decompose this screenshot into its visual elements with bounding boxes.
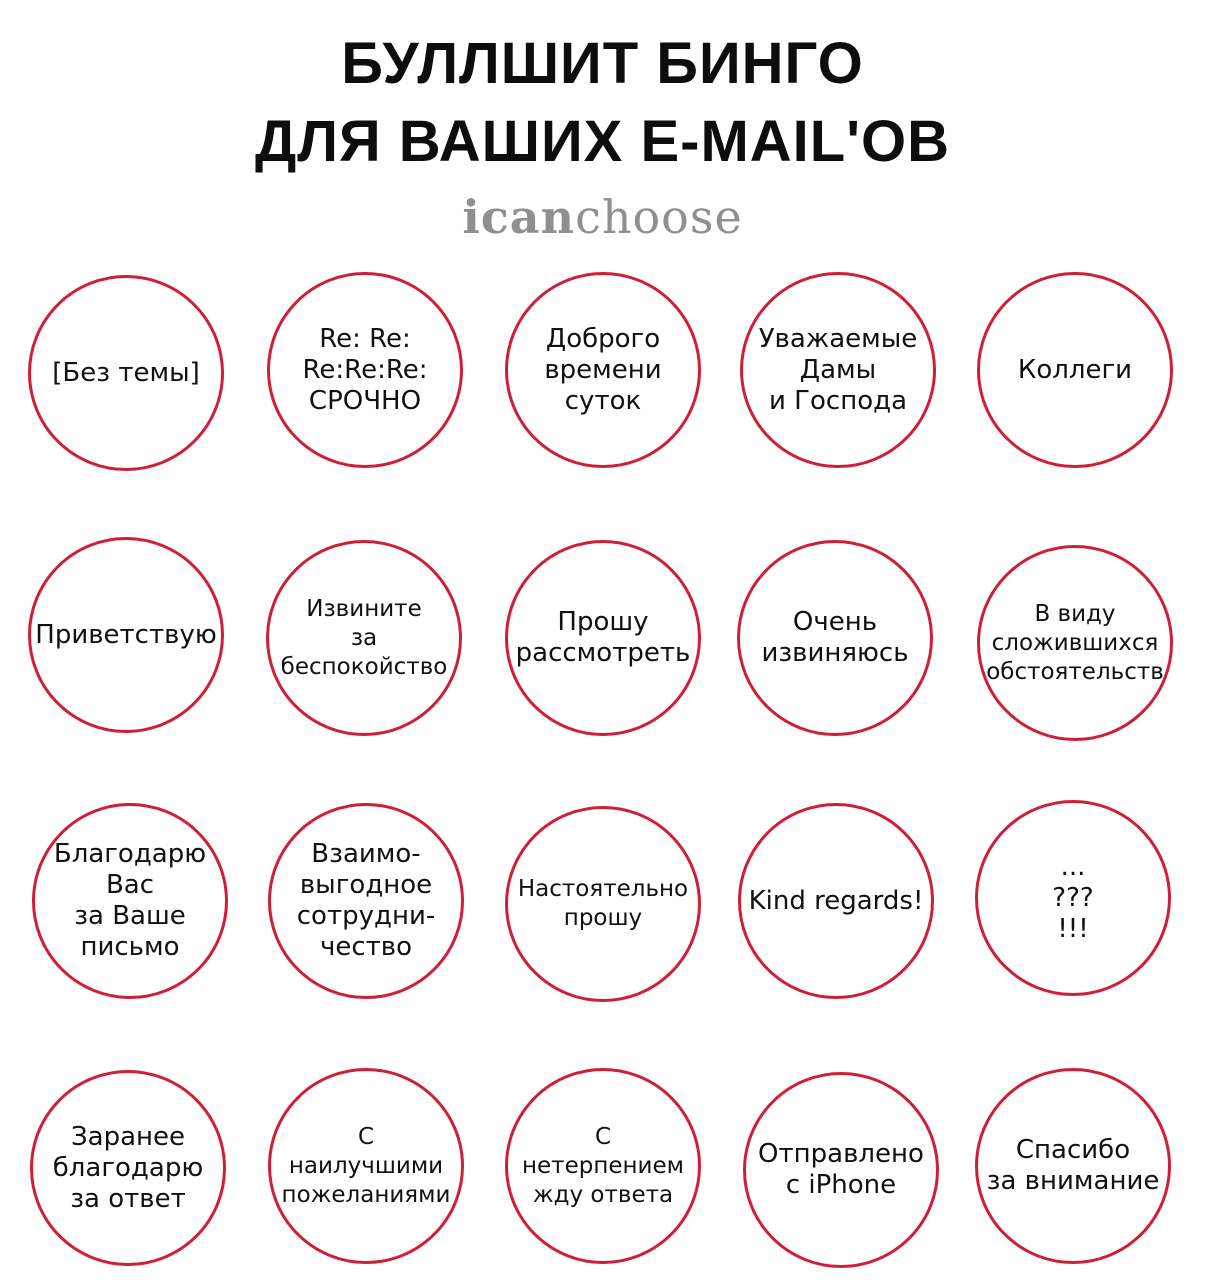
bingo-cell-label: Очень извиняюсь (761, 607, 909, 668)
bingo-cell[interactable] (28, 275, 224, 471)
bingo-cell[interactable] (975, 1068, 1171, 1264)
bingo-cell[interactable] (743, 1072, 939, 1268)
bingo-cell[interactable] (740, 272, 936, 468)
bingo-cell-label: С нетерпением жду ответа (521, 1123, 684, 1208)
bingo-cell-label: Kind regards! (748, 885, 924, 916)
bingo-cell[interactable] (505, 540, 701, 736)
bingo-cell-label: ... ??? !!! (1052, 851, 1094, 944)
bingo-cell-label: Взаимо- выгодное сотрудни- чество (296, 839, 436, 962)
bingo-cell[interactable] (30, 1070, 226, 1266)
bingo-cell[interactable] (977, 545, 1173, 741)
bingo-cell-label: Уважаемые Дамы и Господа (758, 323, 918, 416)
bingo-cell[interactable] (505, 1068, 701, 1264)
bingo-cell[interactable] (738, 803, 934, 999)
bingo-cell[interactable] (975, 800, 1171, 996)
bingo-cell-label: Благодарю Вас за Ваше письмо (53, 839, 207, 962)
bingo-cell[interactable] (977, 272, 1173, 468)
bingo-cell-label: В виду сложившихся обстоятельств (986, 600, 1164, 685)
bingo-cell[interactable] (268, 1068, 464, 1264)
bingo-cell-label: Re: Re: Re:Re:Re: СРОЧНО (302, 323, 428, 416)
bingo-cell-label: Извините за беспокойство (280, 595, 448, 680)
bingo-cell[interactable] (28, 537, 224, 733)
bingo-cell-label: Отправлено с iPhone (758, 1139, 924, 1200)
title-line-2: ДЛЯ ВАШИХ E-MAIL'ОВ (254, 109, 950, 174)
brand-logo (0, 190, 1205, 244)
bingo-cell[interactable] (505, 272, 701, 468)
bingo-cell[interactable] (737, 540, 933, 736)
bingo-cell-label: Коллеги (1017, 354, 1133, 385)
bingo-cell-label: Доброго времени суток (544, 323, 662, 416)
bingo-cell-label: Приветствую (35, 619, 217, 650)
brand-logo-bold-part: ican (462, 190, 576, 244)
bingo-cell[interactable] (266, 540, 462, 736)
title-line-1: БУЛЛШИТ БИНГО (341, 31, 864, 96)
bingo-cell[interactable] (267, 272, 463, 468)
bingo-cell-label: Настоятельно прошу (517, 876, 689, 931)
bingo-cell-label: Прошу рассмотреть (515, 607, 691, 668)
bingo-cell-label: [Без темы] (52, 357, 200, 388)
bingo-cell[interactable] (505, 806, 701, 1002)
brand-logo-regular-part: choose (575, 190, 743, 244)
bingo-cell-label: Спасибо за внимание (986, 1135, 1160, 1196)
bingo-cell[interactable] (268, 803, 464, 999)
bingo-cell[interactable] (32, 803, 228, 999)
bingo-cell-label: С наилучшими пожеланиями (281, 1123, 451, 1208)
bingo-cell-label: Заранее благодарю за ответ (52, 1121, 204, 1214)
